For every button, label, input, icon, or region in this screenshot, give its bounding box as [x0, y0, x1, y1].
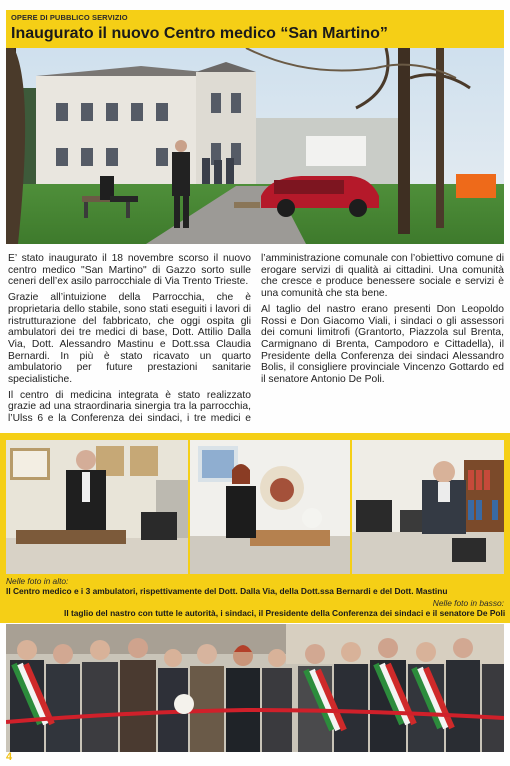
article-paragraph: Al taglio del nastro erano presenti Don Leopoldo Rossi e Don Giacomo Viali, i sindaci o gli assessori dei comuni limitrofi (Grantorto, Piazzola sul Brenta, Carmignano di Brenta, Campodoro e Cittadella), il Presidente della Conferenza dei sindaci Alessandro Bolis, il consigliere provinciale Vincenzo Gottardo ed il senatore Antonio De Poli.	[261, 303, 504, 386]
photo-captions	[6, 576, 504, 622]
caption-top-intro: Nelle foto in alto:	[6, 576, 69, 586]
article-paragraph: Grazie all’intuizione della Parrocchia, che è proprietaria dello stabile, sono stati eseguiti i lavori di ristrutturazione del fabbricato, che oggi ospita gli ambulatori dei tre medici di base, Dott. Attilio Dalla Via, Dott. Alessandro Mastinu e Dott.ssa Claudia Bernardi. In più è stato ricavato un quarto ambulatorio per future prestazioni sanitarie specialistiche.	[8, 292, 251, 386]
article-body	[8, 253, 504, 431]
photo-ambulatory-dalla-via	[6, 440, 188, 574]
caption-bottom-text: Il taglio del nastro con tutte le autorità, i sindaci, il Presidente della Conferenza dei sindaci e il senatore De Poli	[64, 608, 506, 618]
photo-ambulatory-mastinu	[352, 440, 504, 574]
photo-medical-center-exterior	[6, 48, 504, 244]
section-label: OPERE DI PUBBLICO SERVIZIO	[11, 13, 128, 22]
photo-row-ambulatories	[6, 440, 504, 574]
article-paragraph: E’ stato inaugurato il 18 novembre scorso il nuovo centro medico "San Martino" di Gazzo sorto sulle ceneri dell’ex asilo parrocchiale di Via Trento Trieste.	[8, 253, 251, 288]
caption-bottom-intro: Nelle foto in basso:	[432, 598, 504, 608]
photo-ribbon-cutting	[6, 624, 504, 752]
header-band	[6, 10, 504, 48]
caption-top-text: Il Centro medico e i 3 ambulatori, rispettivamente del Dott. Dalla Via, della Dott.ssa Bernardi e del Dott. Mastinu	[6, 586, 448, 596]
page-number: 4	[6, 751, 13, 763]
photo-ambulatory-bernardi	[190, 440, 350, 574]
article-headline: Inaugurato il nuovo Centro medico “San Martino”	[11, 25, 388, 42]
article-paragraph: Il centro di medicina integrata è stato realizzato grazie ad una straordinaria sinergia tra la parrocchia, l’Ulss 6 e la Conferenza dei sindaci, i tre medici e l’amministrazione comunale con l’obiettivo comune di erogare servizi di qualità ai cittadini. Una comunità che cresce e produce benessere sociale e servizi è una comunità che sta bene.	[8, 253, 504, 425]
